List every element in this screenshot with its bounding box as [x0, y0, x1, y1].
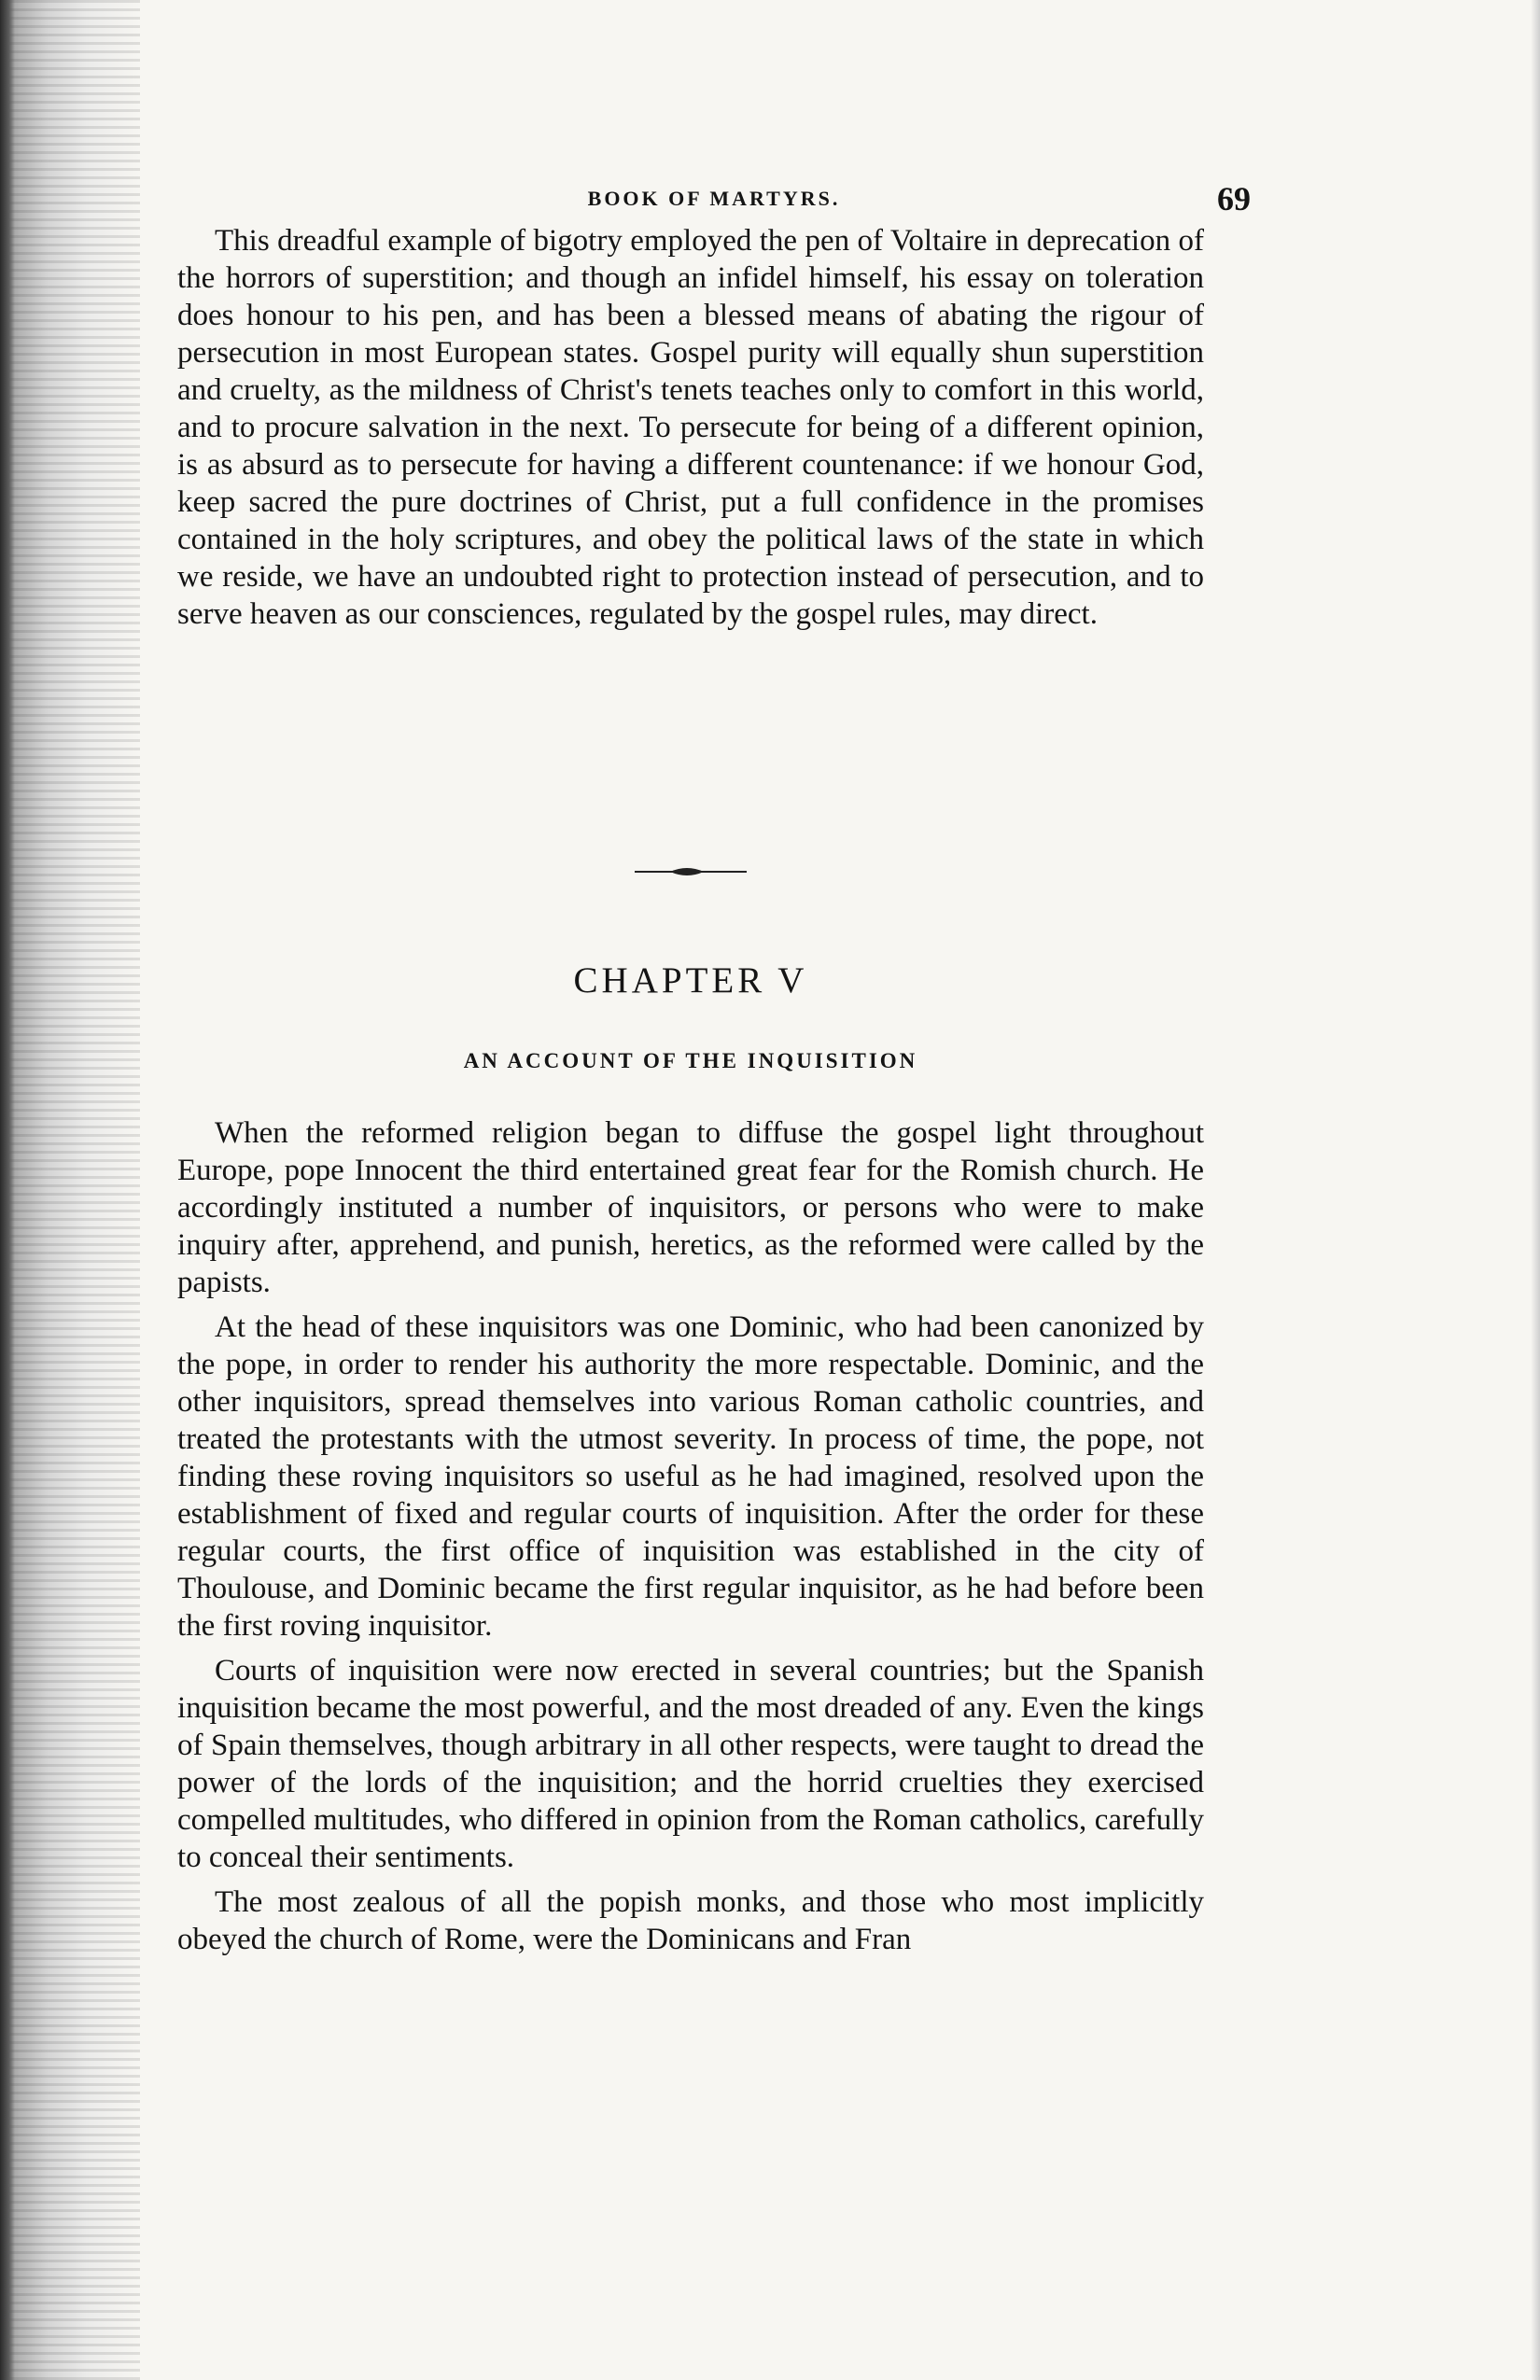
- paragraph: The most zealous of all the popish monks, and those who most implicitly obeyed the church of Rome, were the Dominicans and Fran: [177, 1885, 1204, 1956]
- previous-chapter-ending: [177, 222, 1204, 640]
- paragraph: When the reformed religion began to diffuse the gospel light throughout Europe, pope Innocent the third entertained great fear for the Romish church. He accordingly instituted a number of inquisitors, or persons who were to make inquiry after, apprehend, and punish, heretics, as the reformed were called by the papists.: [177, 1116, 1204, 1299]
- section-ornament: [635, 864, 747, 879]
- chapter-title: CHAPTER V: [573, 960, 808, 1001]
- page-gutter-edge: [0, 0, 15, 2380]
- chapter-body: [177, 1114, 1204, 1966]
- book-binding-shadow: [0, 0, 140, 2380]
- paragraph: At the head of these inquisitors was one Dominic, who had been canonized by the pope, in order to render his authority the more respectable. Dominic, and the other inquisitors, spread themselves into various Roman catholic countries, and treated the protestants with the utmost severity. In process of time, the pope, not finding these roving inquisitors so useful as he had imagined, resolved upon the establishment of fixed and regular courts of inquisition. After the order for these regular courts, the first office of inquisition was established in the city of Thoulouse, and Dominic became the first regular inquisitor, as he had before been the first roving inquisitor.: [177, 1310, 1204, 1643]
- page-number: 69: [1217, 180, 1251, 217]
- running-head: BOOK OF MARTYRS.: [587, 187, 841, 210]
- page-right-edge: [1531, 0, 1540, 2380]
- chapter-subtitle: AN ACCOUNT OF THE INQUISITION: [463, 1049, 918, 1072]
- paragraph: This dreadful example of bigotry employed the pen of Voltaire in deprecation of the horrors of superstition; and though an infidel himself, his essay on toleration does honour to his pen, and has been a blessed means of abating the rigour of persecution in most European states. Gospel purity will equally shun superstition and cruelty, as the mildness of Christ's tenets teaches only to comfort in this world, and to procure salvation in the next. To persecute for being of a different opinion, is as absurd as to persecute for having a different countenance: if we honour God, keep sacred the pure doctrines of Christ, put a full confidence in the promises contained in the holy scriptures, and obey the political laws of the state in which we reside, we have an undoubted right to protection instead of persecution, and to serve heaven as our consciences, regulated by the gospel rules, may direct.: [177, 224, 1204, 631]
- paragraph: Courts of inquisition were now erected in several countries; but the Spanish inquisition became the most powerful, and the most dreaded of any. Even the kings of Spain themselves, though arbitrary in all other respects, were taught to dread the power of the lords of the inquisition; and the horrid cruelties they exercised compelled multitudes, who differed in opinion from the Roman catholics, carefully to conceal their sentiments.: [177, 1654, 1204, 1874]
- page-header: [177, 179, 1251, 226]
